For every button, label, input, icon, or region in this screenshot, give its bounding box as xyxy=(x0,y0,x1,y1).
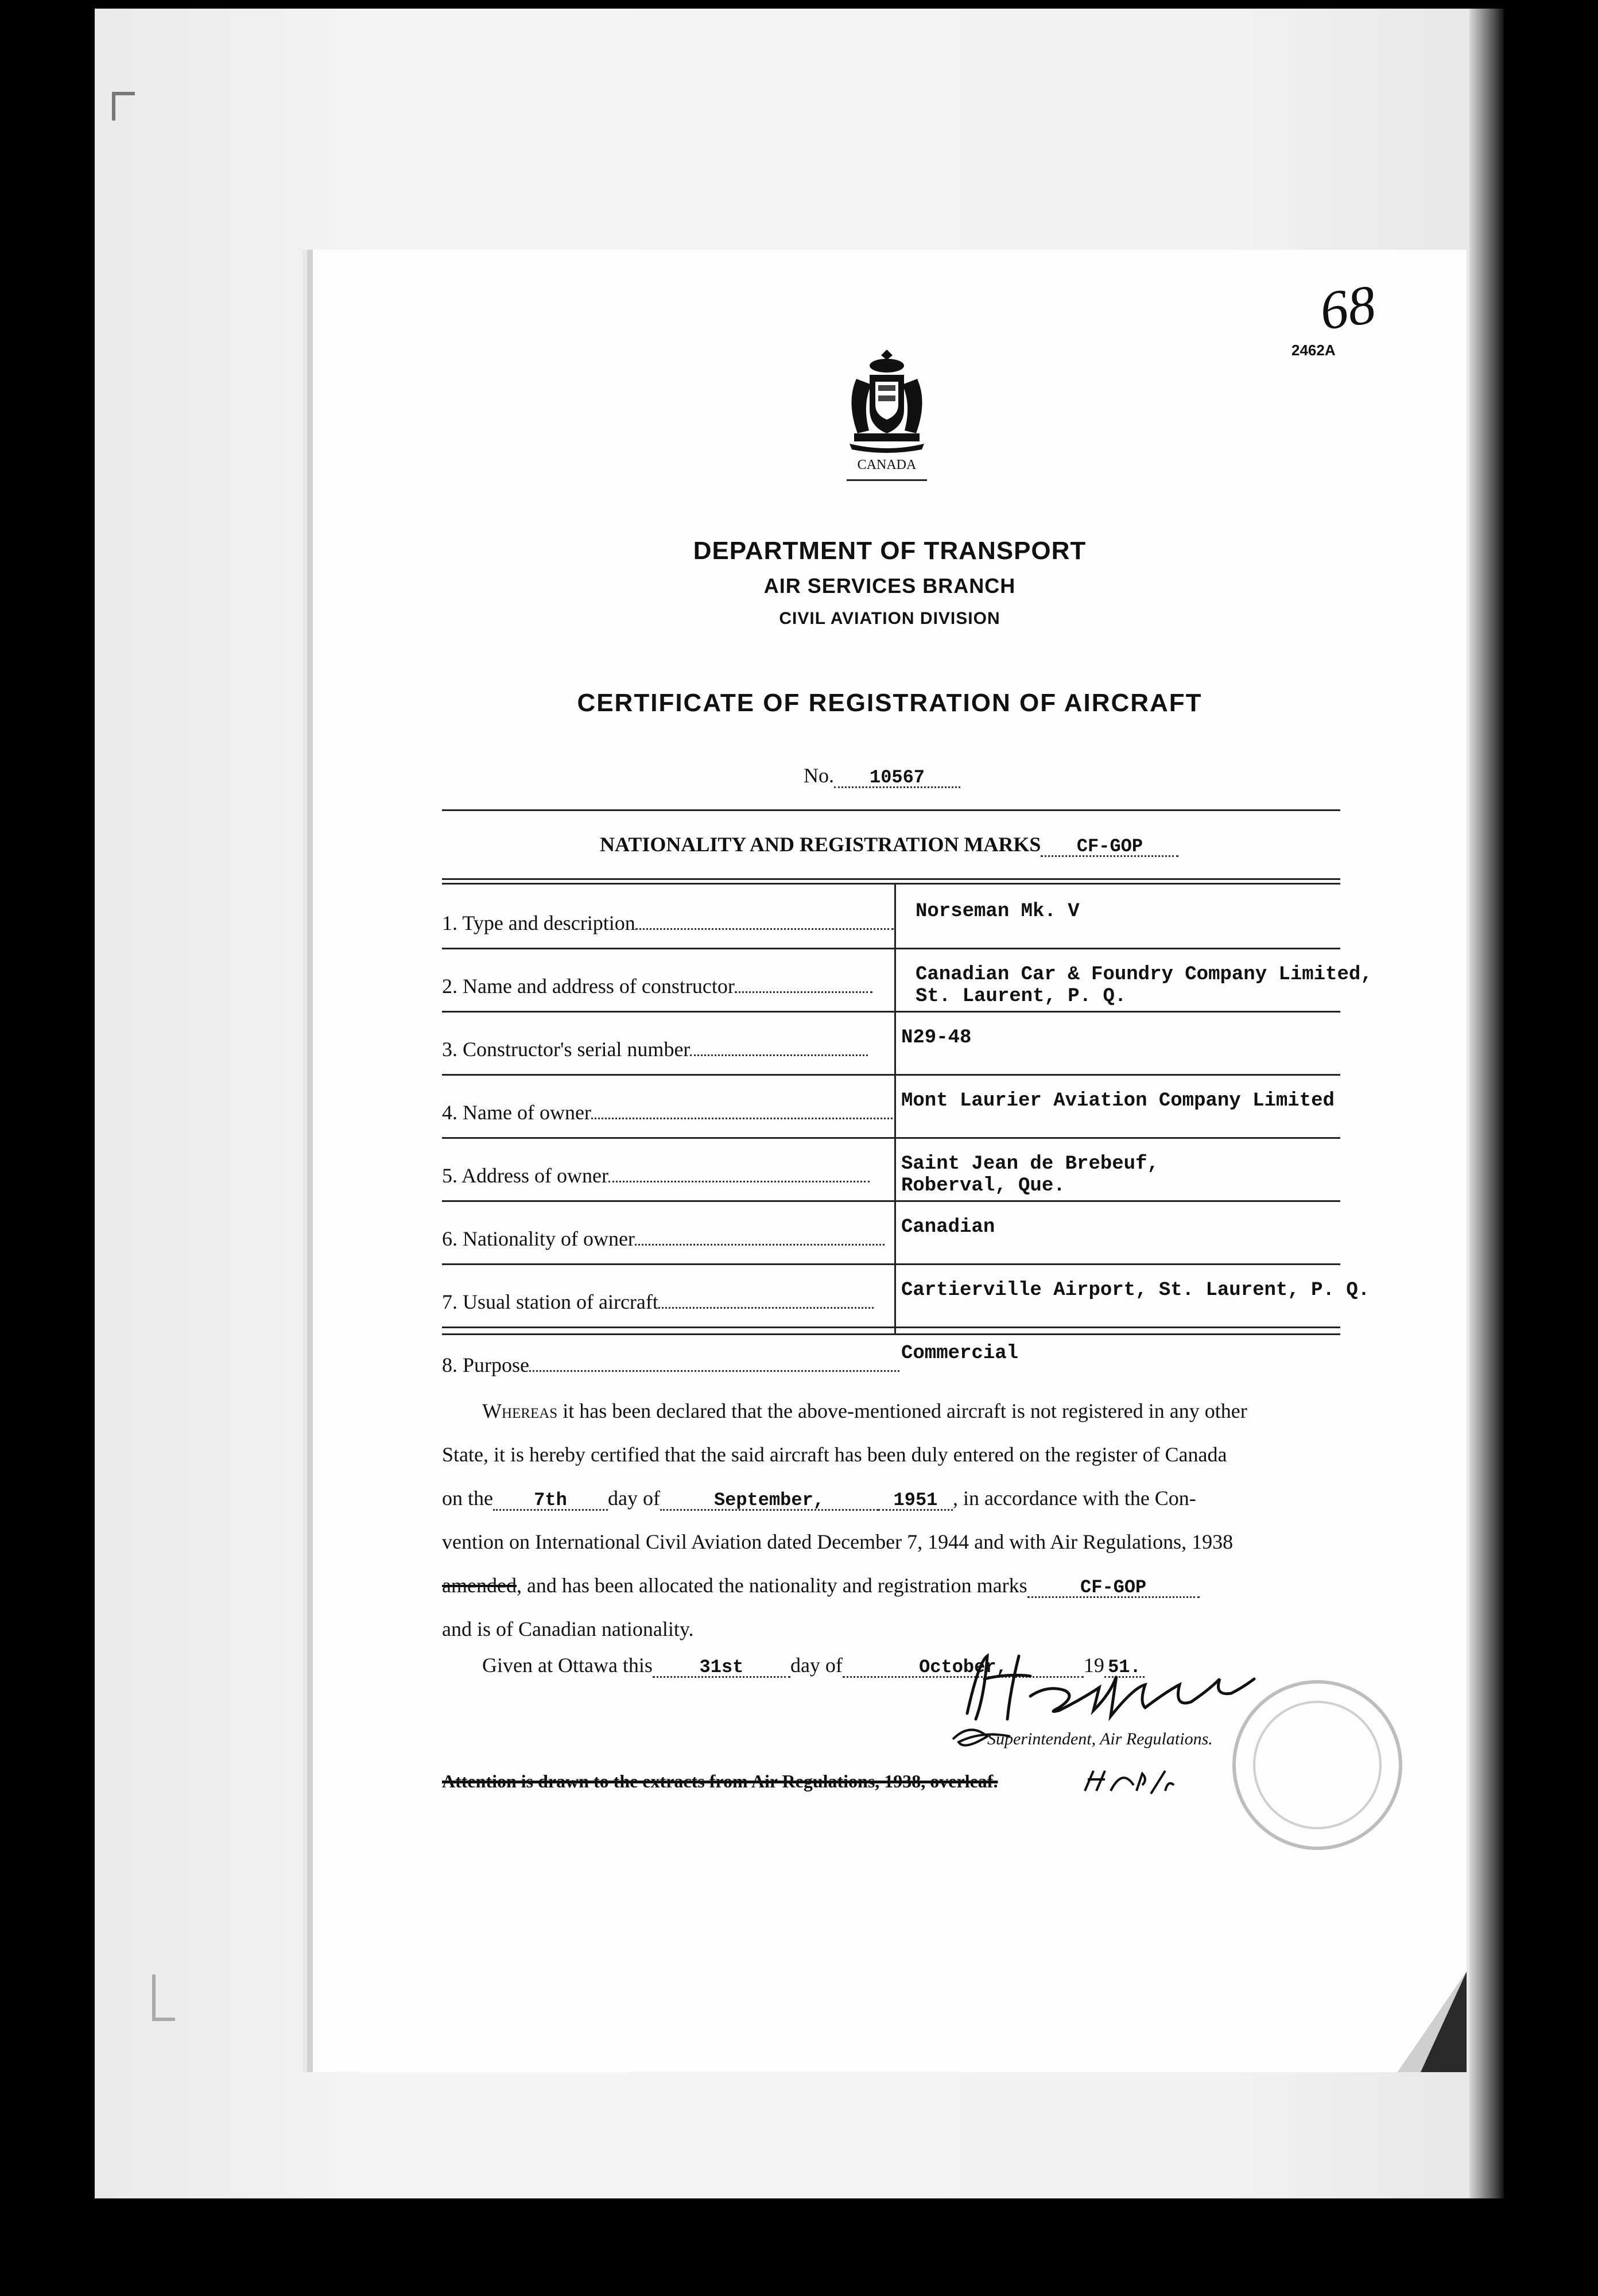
row-label-text: 1. Type and description xyxy=(442,912,635,934)
whereas-line-2: State, it is hereby certified that the said aircraft has been duly entered on the register of Canada xyxy=(442,1443,1227,1466)
row-label-4 xyxy=(442,1100,893,1124)
dot-leader xyxy=(735,975,872,993)
dot-leader xyxy=(529,1354,899,1372)
row-divider xyxy=(442,1263,1340,1265)
row-divider xyxy=(442,1074,1340,1076)
row-label-2 xyxy=(442,974,872,998)
row-value-4: Mont Laurier Aviation Company Limited xyxy=(901,1090,1335,1112)
division-name: CIVIL AVIATION DIVISION xyxy=(779,609,1000,628)
row-label-6 xyxy=(442,1227,885,1251)
country-label: CANADA xyxy=(857,457,917,472)
row-label-3 xyxy=(442,1037,868,1061)
certificate-number-value: 10567 xyxy=(834,769,960,788)
coat-of-arms-icon xyxy=(844,347,930,453)
row-value-3: N29-48 xyxy=(901,1027,972,1049)
row-divider xyxy=(442,1200,1340,1202)
row-divider xyxy=(442,948,1340,949)
official-seal-stamp xyxy=(1225,1673,1409,1857)
attention-notice: Attention is drawn to the extracts from Air Regulations, 1938, overleaf. xyxy=(442,1771,998,1791)
row-label-8 xyxy=(442,1353,899,1377)
whereas-on-the: on the xyxy=(442,1487,493,1510)
registration-day-value: 7th xyxy=(493,1492,608,1511)
row-label-text: 3. Constructor's serial number xyxy=(442,1038,691,1061)
whereas-line-5-tail: , and has been allocated the nationality and registration marks xyxy=(516,1574,1027,1597)
crop-mark-top-left-v xyxy=(112,92,115,121)
dot-leader xyxy=(608,1165,870,1182)
registration-marks-value: CF-GOP xyxy=(1041,838,1178,857)
whereas-line-3-tail: , in accordance with the Con- xyxy=(952,1487,1196,1510)
given-prefix: Given at Ottawa this xyxy=(482,1654,653,1677)
dot-leader xyxy=(591,1102,893,1119)
row-divider xyxy=(442,1011,1340,1013)
certificate-number-label: No. xyxy=(804,764,834,787)
row-label-text: 8. Purpose xyxy=(442,1353,529,1376)
form-number: 2462A xyxy=(1291,342,1336,359)
dot-leader xyxy=(635,1228,885,1246)
right-edge-shadow xyxy=(1469,9,1504,2198)
folded-corner xyxy=(1398,1972,1467,2072)
given-month-value: October, xyxy=(843,1659,1084,1678)
crop-mark-bottom-left-h xyxy=(152,2018,175,2021)
row-label-1 xyxy=(442,911,894,935)
handwritten-initials-icon xyxy=(1079,1765,1177,1799)
dot-leader xyxy=(690,1038,868,1056)
row-divider xyxy=(442,1327,1340,1328)
registration-year-value: 1951 xyxy=(878,1492,953,1511)
crop-mark-bottom-left xyxy=(152,1975,156,2020)
whereas-line-3 xyxy=(442,1476,1337,1520)
divider-top xyxy=(442,809,1340,811)
page-title: CERTIFICATE OF REGISTRATION OF AIRCRAFT xyxy=(577,689,1203,717)
registration-month-value: September, xyxy=(660,1492,878,1511)
whereas-line-1 xyxy=(442,1389,1337,1433)
divider-double-1 xyxy=(442,878,1340,880)
row-label-text: 2. Name and address of constructor xyxy=(442,975,735,998)
row-value-2: Canadian Car & Foundry Company Limited, St. Laurent, P. Q. xyxy=(916,964,1372,1007)
table-bottom-rule xyxy=(442,1333,1340,1335)
row-value-7: Cartierville Airport, St. Laurent, P. Q. xyxy=(901,1279,1370,1301)
table-column-divider xyxy=(894,885,896,1333)
given-day-value: 31st xyxy=(653,1659,790,1678)
whereas-lead-word: Whereas xyxy=(482,1399,558,1422)
signatory-title: Superintendent, Air Regulations. xyxy=(987,1729,1213,1748)
whereas-line-5 xyxy=(442,1564,1337,1607)
row-value-6: Canadian xyxy=(901,1216,995,1238)
whereas-line-1-text: it has been declared that the above-mentioned aircraft is not registered in any other xyxy=(563,1399,1247,1422)
divider-double-2 xyxy=(442,883,1340,885)
row-label-text: 4. Name of owner xyxy=(442,1101,591,1124)
row-value-5: Saint Jean de Brebeuf, Roberval, Que. xyxy=(901,1153,1159,1197)
row-divider xyxy=(442,1137,1340,1139)
dot-leader xyxy=(635,912,894,930)
whereas-line-4: vention on International Civil Aviation dated December 7, 1944 and with Air Regulations, 1938 xyxy=(442,1530,1234,1553)
allocated-marks-value: CF-GOP xyxy=(1027,1579,1200,1598)
row-label-text: 6. Nationality of owner xyxy=(442,1227,635,1250)
row-label-text: 5. Address of owner xyxy=(442,1164,608,1187)
registration-marks-label: NATIONALITY AND REGISTRATION MARKS xyxy=(600,833,1041,856)
dot-leader xyxy=(658,1291,874,1309)
row-value-1: Norseman Mk. V xyxy=(916,901,1080,922)
registration-marks-line xyxy=(600,832,1178,857)
department-name: DEPARTMENT OF TRANSPORT xyxy=(693,537,1087,565)
whereas-line-6: and is of Canadian nationality. xyxy=(442,1618,694,1640)
row-label-text: 7. Usual station of aircraft xyxy=(442,1290,658,1313)
row-value-8: Commercial xyxy=(901,1343,1019,1364)
handwritten-page-number: 68 xyxy=(1316,273,1379,342)
struck-word-amended: amended xyxy=(442,1574,517,1597)
crop-mark-top-left xyxy=(112,92,135,95)
whereas-day-of: day of xyxy=(607,1487,660,1510)
given-day-of: day of xyxy=(790,1654,843,1677)
given-year-value: 51. xyxy=(1104,1659,1145,1678)
certificate-number xyxy=(804,763,960,788)
branch-name: AIR SERVICES BRANCH xyxy=(763,574,1016,598)
given-year-prefix: 19 xyxy=(1083,1654,1104,1677)
row-label-7 xyxy=(442,1290,874,1314)
emblem-rule xyxy=(847,479,927,481)
row-label-5 xyxy=(442,1163,870,1188)
certificate-page xyxy=(307,250,1467,2072)
